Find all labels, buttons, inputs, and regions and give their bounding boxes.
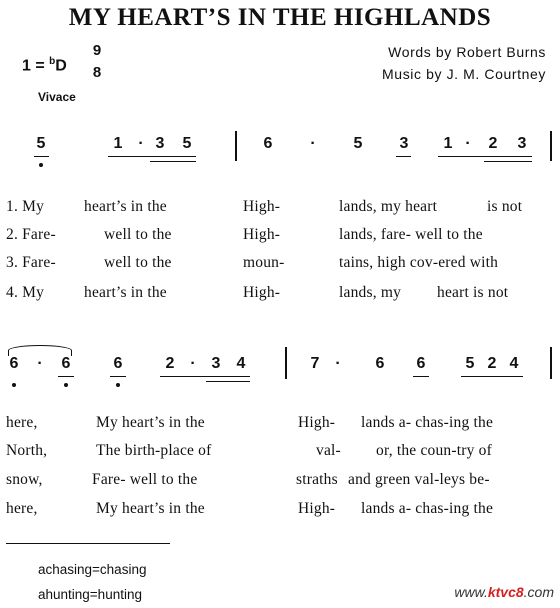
lyric: My heart’s in the [96, 414, 205, 431]
lyric: val- [316, 442, 341, 459]
note: 3 [399, 135, 409, 152]
footnote: ahunting=hunting [38, 587, 142, 602]
time-signature [90, 40, 104, 84]
note-dot: · [465, 135, 471, 152]
note: 4 [509, 355, 519, 372]
bar-line [550, 131, 552, 161]
note: 3 [517, 135, 527, 152]
lyric: tains, high cov-ered with [339, 254, 499, 271]
meter-bottom: 8 [92, 64, 102, 81]
key-note: D [55, 57, 67, 75]
lyric: heart’s in the [84, 198, 167, 215]
bar-line [285, 347, 287, 379]
note-dot: · [335, 355, 341, 372]
music-credit: Music by J. M. Courtney [382, 66, 546, 82]
watermark-brand: ktvc8 [487, 584, 524, 600]
low-octave-dot [64, 383, 68, 387]
note-dot: · [138, 135, 144, 152]
note: 5 [36, 135, 46, 152]
lyric: straths [296, 471, 338, 488]
song-title: MY HEART’S IN THE HIGHLANDS [68, 4, 492, 31]
lyric: The birth-place of [96, 442, 212, 459]
note: 6 [9, 355, 19, 372]
lyric: here, [6, 500, 38, 517]
lyric: Fare- well to the [92, 471, 198, 488]
footnote-rule [6, 543, 170, 544]
lyric: moun- [243, 254, 285, 271]
lyric: well to the [104, 254, 172, 271]
lyric: heart is not [437, 284, 509, 301]
note: 6 [375, 355, 385, 372]
tempo-marking: Vivace [38, 90, 76, 104]
key-flat: b [49, 56, 56, 67]
note: 6 [113, 355, 123, 372]
bar-line [235, 131, 237, 161]
bar-line [550, 347, 552, 379]
eighth-underline [413, 376, 429, 377]
lyric: High- [243, 198, 281, 215]
beam-underline [160, 376, 250, 377]
eighth-underline [34, 156, 49, 157]
watermark-suffix: .com [523, 584, 554, 600]
note: 1 [113, 135, 123, 152]
beam-underline [484, 161, 532, 162]
note: 6 [416, 355, 426, 372]
eighth-underline [110, 376, 126, 377]
lyric: lands, my [339, 284, 402, 301]
low-octave-dot [12, 383, 16, 387]
low-octave-dot [39, 163, 43, 167]
lyric: High- [298, 414, 336, 431]
lyric: High- [243, 226, 281, 243]
note: 5 [182, 135, 192, 152]
beam-underline [438, 156, 532, 157]
lyric: My heart’s in the [96, 500, 205, 517]
lyric: and green val-leys be- [348, 471, 490, 488]
beam-underline [150, 161, 196, 162]
note: 5 [353, 135, 363, 152]
note: 3 [155, 135, 165, 152]
lyric: here, [6, 414, 38, 431]
eighth-underline [396, 156, 411, 157]
beam-underline [108, 156, 196, 157]
eighth-underline [58, 376, 74, 377]
lyric: lands a- chas-ing the [361, 500, 494, 517]
lyric: is not [487, 198, 523, 215]
low-octave-dot [116, 383, 120, 387]
lyric: well to the [104, 226, 172, 243]
note: 6 [263, 135, 273, 152]
lyric: 3. Fare- [6, 254, 56, 271]
lyric: 4. My [6, 284, 45, 301]
note: 5 [465, 355, 475, 372]
lyric: snow, [6, 471, 43, 488]
lyric: 1. My [6, 198, 45, 215]
note: 2 [487, 355, 497, 372]
watermark-prefix: www. [454, 584, 488, 600]
beam-underline [461, 376, 523, 377]
note: 1 [443, 135, 453, 152]
lyric: High- [298, 500, 336, 517]
lyric: 2. Fare- [6, 226, 56, 243]
note: 3 [211, 355, 221, 372]
lyric: heart’s in the [84, 284, 167, 301]
lyric: High- [243, 284, 281, 301]
note-dot: · [310, 135, 316, 152]
footnote: achasing=chasing [38, 562, 147, 577]
site-watermark [454, 584, 554, 600]
words-credit: Words by Robert Burns [388, 44, 546, 60]
lyric: or, the coun-try of [376, 442, 492, 459]
lyric: North, [6, 442, 48, 459]
lyric: lands a- chas-ing the [361, 414, 494, 431]
note-dot: · [37, 355, 43, 372]
key-prefix: 1 = [22, 57, 50, 75]
note: 2 [488, 135, 498, 152]
note: 6 [61, 355, 71, 372]
note-dot: · [190, 355, 196, 372]
lyric: lands, fare- well to the [339, 226, 483, 243]
lyric: lands, my heart [339, 198, 438, 215]
note: 4 [236, 355, 246, 372]
note: 2 [165, 355, 175, 372]
beam-underline [206, 381, 250, 382]
meter-top: 9 [92, 42, 102, 59]
key-signature [22, 56, 67, 75]
note: 7 [310, 355, 320, 372]
